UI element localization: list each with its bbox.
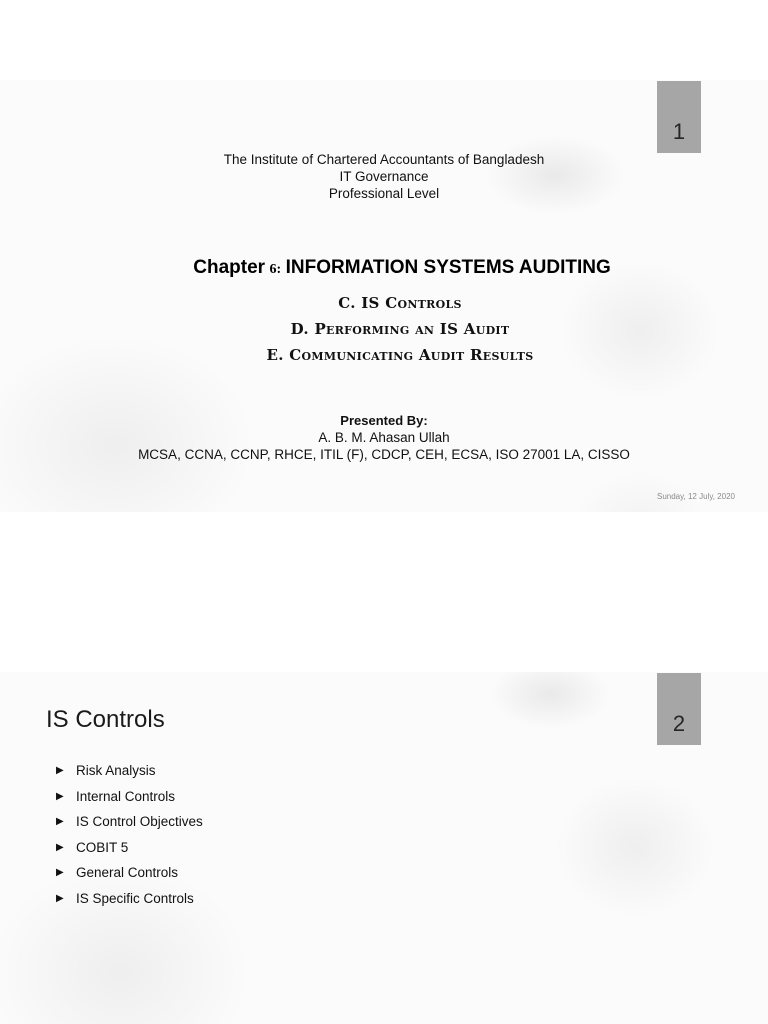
list-item-label: General Controls: [76, 865, 179, 881]
course-name: IT Governance: [339, 169, 429, 184]
list-item: [56, 835, 203, 861]
topic-list: [0, 290, 768, 368]
right-triangle-bullet-icon: ▶: [56, 841, 64, 853]
list-item: [56, 886, 203, 912]
bullet-list: [56, 758, 203, 911]
presenter-certifications: MCSA, CCNA, CCNP, RHCE, ITIL (F), CDCP, CEH, ECSA, ISO 27001 LA, CISSO: [138, 447, 630, 462]
chapter-title: INFORMATION SYSTEMS AUDITING: [285, 257, 611, 278]
title-slide: [0, 80, 768, 512]
list-item-label: IS Specific Controls: [76, 890, 194, 906]
right-triangle-bullet-icon: ▶: [56, 765, 64, 777]
slide-date: Sunday, 12 July, 2020: [657, 492, 735, 501]
topic-item: E. Communicating Audit Results: [266, 346, 534, 364]
list-item: [56, 860, 203, 886]
list-item-label: IS Control Objectives: [76, 814, 203, 830]
slide-number: 2: [672, 711, 686, 736]
topic-item: D. Performing an IS Audit: [290, 320, 510, 338]
course-level: Professional Level: [328, 186, 440, 201]
content-slide: [0, 672, 768, 1024]
list-item: [56, 758, 203, 784]
right-triangle-bullet-icon: ▶: [56, 816, 64, 828]
chapter-prefix: Chapter: [193, 257, 266, 278]
presenter-name: A. B. M. Ahasan Ullah: [318, 430, 450, 445]
list-item-label: Risk Analysis: [76, 763, 156, 779]
topic-item: C. IS Controls: [338, 294, 462, 312]
list-item: [56, 809, 203, 835]
right-triangle-bullet-icon: ▶: [56, 892, 64, 904]
list-item-label: COBIT 5: [76, 839, 129, 855]
list-item: [56, 784, 203, 810]
institute-name: The Institute of Chartered Accountants of Bangladesh: [223, 152, 545, 167]
right-triangle-bullet-icon: ▶: [56, 867, 64, 879]
list-item-label: Internal Controls: [76, 788, 176, 804]
chapter-number: 6:: [269, 262, 282, 277]
institute-block: [0, 151, 768, 202]
presented-by-label: Presented By:: [340, 413, 428, 428]
slide-number: 1: [672, 119, 686, 144]
slide-title: IS Controls: [46, 706, 165, 733]
right-triangle-bullet-icon: ▶: [56, 790, 64, 802]
slide-number-badge: [657, 81, 701, 153]
chapter-heading: [0, 257, 768, 279]
slide-number-badge: [657, 673, 701, 745]
